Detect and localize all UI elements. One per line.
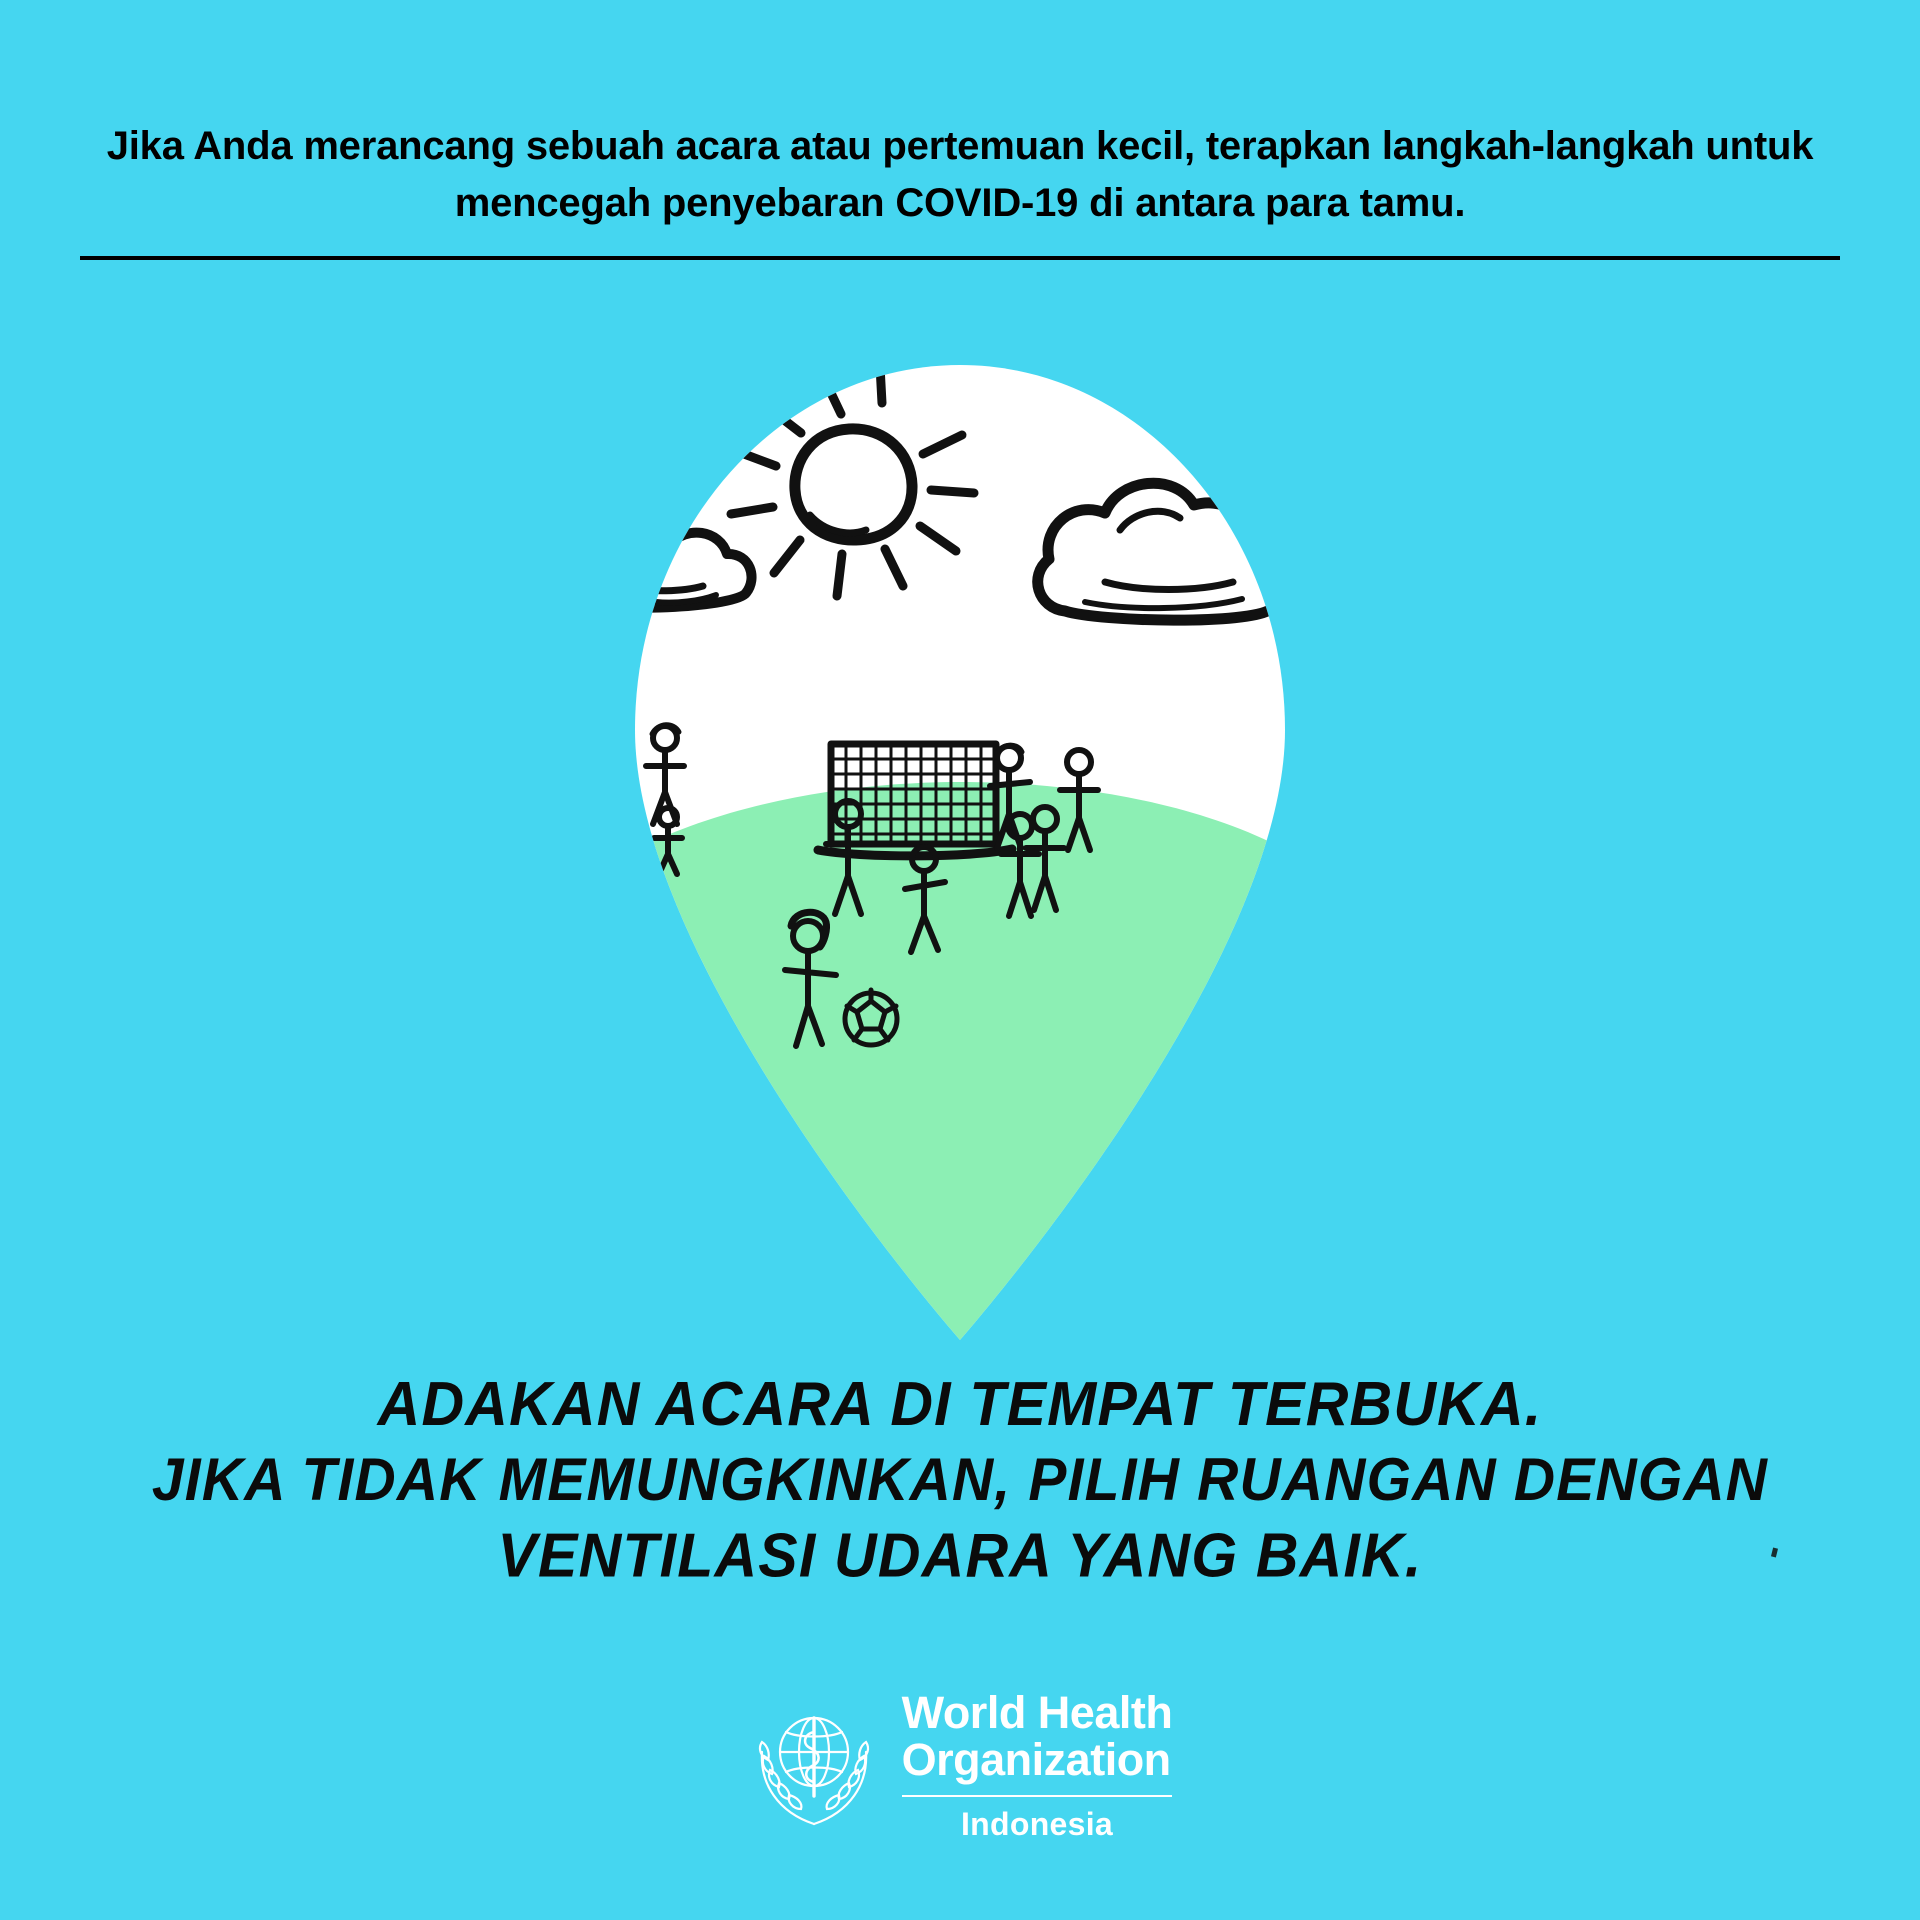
who-emblem bbox=[748, 1700, 880, 1832]
slogan-block bbox=[110, 1366, 1810, 1594]
person bbox=[598, 742, 632, 832]
slogan-line-1: ADAKAN ACARA DI TEMPAT TERBUKA. bbox=[377, 1368, 1543, 1439]
headline-block bbox=[80, 118, 1840, 260]
who-country-label: Indonesia bbox=[960, 1805, 1114, 1842]
who-name-line-2: Organization bbox=[901, 1733, 1171, 1785]
who-logo-block bbox=[0, 1687, 1920, 1843]
slogan-line-2: JIKA TIDAK MEMUNGKINKAN, PILIH RUANGAN DENGAN bbox=[151, 1445, 1769, 1514]
outdoor-event-map-pin-illustration bbox=[560, 330, 1360, 1360]
slogan-line-3: VENTILASI UDARA YANG BAIK. bbox=[497, 1519, 1423, 1590]
page-title: Jika Anda merancang sebuah acara atau pertemuan kecil, terapkan langkah-langkah untuk mencegah penyebaran COVID-19 di antara para tamu. bbox=[80, 118, 1840, 260]
grass-field bbox=[600, 782, 1320, 1360]
who-name-line-1: World Health bbox=[901, 1687, 1173, 1738]
who-divider bbox=[902, 1795, 1173, 1797]
